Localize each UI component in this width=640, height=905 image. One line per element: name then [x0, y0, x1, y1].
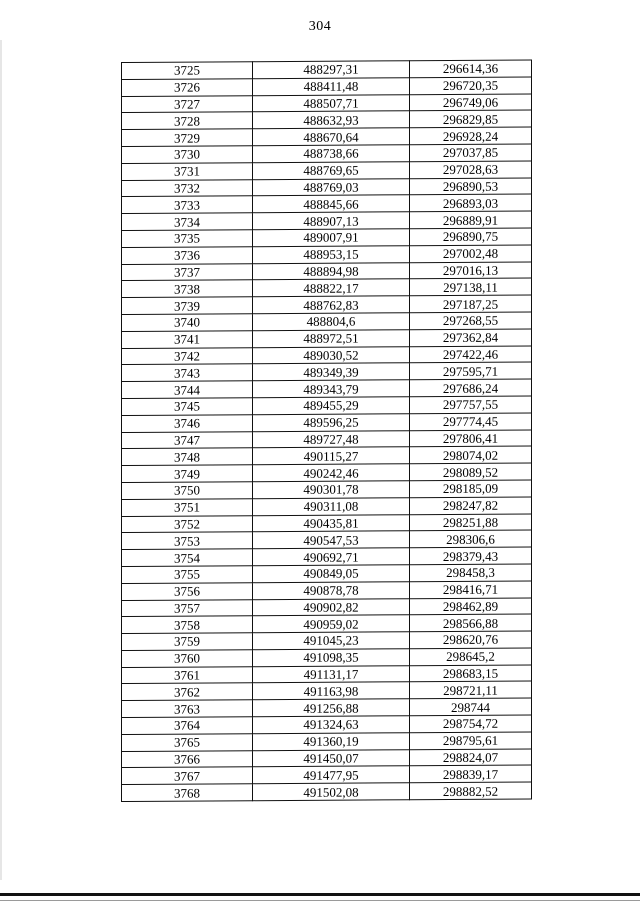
point-number-cell: 3764 — [122, 717, 253, 735]
coordinates-table-wrapper — [121, 59, 532, 802]
table-row — [122, 782, 532, 801]
x-coordinate-cell: 489349,39 — [253, 363, 410, 381]
point-number-cell: 3741 — [122, 330, 253, 348]
y-coordinate-cell: 298247,82 — [410, 497, 532, 515]
x-coordinate-cell: 491045,23 — [253, 632, 410, 650]
point-number-cell: 3729 — [122, 129, 253, 147]
point-number-cell: 3754 — [122, 549, 253, 567]
point-number-cell: 3728 — [122, 112, 253, 130]
y-coordinate-cell: 298458,3 — [410, 564, 532, 582]
point-number-cell: 3760 — [122, 650, 253, 668]
point-number-cell: 3768 — [122, 784, 253, 802]
y-coordinate-cell: 298620,76 — [410, 631, 532, 649]
x-coordinate-cell: 490849,05 — [253, 565, 410, 583]
x-coordinate-cell: 490692,71 — [253, 548, 410, 566]
x-coordinate-cell: 488297,31 — [253, 61, 410, 79]
y-coordinate-cell: 298645,2 — [410, 648, 532, 666]
y-coordinate-cell: 297806,41 — [410, 430, 532, 448]
y-coordinate-cell: 296893,03 — [410, 194, 532, 212]
y-coordinate-cell: 296749,06 — [410, 94, 532, 112]
x-coordinate-cell: 490242,46 — [253, 464, 410, 482]
point-number-cell: 3762 — [122, 683, 253, 701]
point-number-cell: 3763 — [122, 700, 253, 718]
point-number-cell: 3745 — [122, 398, 253, 416]
x-coordinate-cell: 488632,93 — [253, 111, 410, 129]
y-coordinate-cell: 297138,11 — [410, 278, 532, 296]
x-coordinate-cell: 491502,08 — [253, 783, 410, 801]
x-coordinate-cell: 488670,64 — [253, 128, 410, 146]
x-coordinate-cell: 488972,51 — [253, 329, 410, 347]
x-coordinate-cell: 488953,15 — [253, 246, 410, 264]
point-number-cell: 3767 — [122, 767, 253, 785]
point-number-cell: 3734 — [122, 213, 253, 231]
y-coordinate-cell: 296890,75 — [410, 228, 532, 246]
point-number-cell: 3739 — [122, 297, 253, 315]
point-number-cell: 3744 — [122, 381, 253, 399]
point-number-cell: 3753 — [122, 532, 253, 550]
x-coordinate-cell: 490115,27 — [253, 447, 410, 465]
x-coordinate-cell: 490301,78 — [253, 481, 410, 499]
y-coordinate-cell: 298744 — [410, 698, 532, 716]
x-coordinate-cell: 491256,88 — [253, 699, 410, 717]
y-coordinate-cell: 298721,11 — [410, 681, 532, 699]
y-coordinate-cell: 298185,09 — [410, 480, 532, 498]
x-coordinate-cell: 488894,98 — [253, 262, 410, 280]
y-coordinate-cell: 297757,55 — [410, 396, 532, 414]
x-coordinate-cell: 491477,95 — [253, 766, 410, 784]
y-coordinate-cell: 298839,17 — [410, 765, 532, 783]
point-number-cell: 3758 — [122, 616, 253, 634]
x-coordinate-cell: 491098,35 — [253, 649, 410, 667]
y-coordinate-cell: 296720,35 — [410, 77, 532, 95]
point-number-cell: 3747 — [122, 431, 253, 449]
point-number-cell: 3759 — [122, 633, 253, 651]
y-coordinate-cell: 298795,61 — [410, 732, 532, 750]
x-coordinate-cell: 488804,6 — [253, 313, 410, 331]
point-number-cell: 3755 — [122, 566, 253, 584]
x-coordinate-cell: 491450,07 — [253, 749, 410, 767]
x-coordinate-cell: 489596,25 — [253, 413, 410, 431]
y-coordinate-cell: 298089,52 — [410, 463, 532, 481]
y-coordinate-cell: 297037,85 — [410, 144, 532, 162]
x-coordinate-cell: 488507,71 — [253, 94, 410, 112]
y-coordinate-cell: 296928,24 — [410, 127, 532, 145]
y-coordinate-cell: 297774,45 — [410, 413, 532, 431]
point-number-cell: 3742 — [122, 347, 253, 365]
point-number-cell: 3732 — [122, 179, 253, 197]
y-coordinate-cell: 298683,15 — [410, 665, 532, 683]
y-coordinate-cell: 298566,88 — [410, 614, 532, 632]
x-coordinate-cell: 489727,48 — [253, 430, 410, 448]
x-coordinate-cell: 490547,53 — [253, 531, 410, 549]
x-coordinate-cell: 488411,48 — [253, 78, 410, 96]
point-number-cell: 3765 — [122, 734, 253, 752]
coordinates-table-body — [122, 60, 532, 802]
point-number-cell: 3740 — [122, 314, 253, 332]
point-number-cell: 3751 — [122, 498, 253, 516]
x-coordinate-cell: 488907,13 — [253, 212, 410, 230]
y-coordinate-cell: 296614,36 — [410, 60, 532, 78]
x-coordinate-cell: 490959,02 — [253, 615, 410, 633]
point-number-cell: 3738 — [122, 280, 253, 298]
point-number-cell: 3748 — [122, 448, 253, 466]
x-coordinate-cell: 489007,91 — [253, 229, 410, 247]
y-coordinate-cell: 298754,72 — [410, 715, 532, 733]
point-number-cell: 3735 — [122, 230, 253, 248]
x-coordinate-cell: 488762,83 — [253, 296, 410, 314]
y-coordinate-cell: 296829,85 — [410, 110, 532, 128]
y-coordinate-cell: 298416,71 — [410, 581, 532, 599]
y-coordinate-cell: 298379,43 — [410, 547, 532, 565]
y-coordinate-cell: 297268,55 — [410, 312, 532, 330]
y-coordinate-cell: 297187,25 — [410, 295, 532, 313]
x-coordinate-cell: 491360,19 — [253, 733, 410, 751]
x-coordinate-cell: 490435,81 — [253, 514, 410, 532]
point-number-cell: 3731 — [122, 162, 253, 180]
x-coordinate-cell: 488845,66 — [253, 195, 410, 213]
coordinates-table — [121, 59, 532, 802]
point-number-cell: 3761 — [122, 666, 253, 684]
y-coordinate-cell: 297362,84 — [410, 329, 532, 347]
point-number-cell: 3746 — [122, 414, 253, 432]
x-coordinate-cell: 491324,63 — [253, 716, 410, 734]
scan-edge-shadow — [0, 40, 2, 880]
x-coordinate-cell: 488769,65 — [253, 162, 410, 180]
point-number-cell: 3737 — [122, 263, 253, 281]
x-coordinate-cell: 488738,66 — [253, 145, 410, 163]
y-coordinate-cell: 297595,71 — [410, 362, 532, 380]
point-number-cell: 3733 — [122, 196, 253, 214]
y-coordinate-cell: 298824,07 — [410, 749, 532, 767]
bottom-page-rule — [0, 893, 640, 896]
x-coordinate-cell: 489343,79 — [253, 380, 410, 398]
bottom-page-edge — [0, 900, 640, 901]
x-coordinate-cell: 490311,08 — [253, 497, 410, 515]
y-coordinate-cell: 298306,6 — [410, 530, 532, 548]
point-number-cell: 3750 — [122, 482, 253, 500]
y-coordinate-cell: 298251,88 — [410, 514, 532, 532]
point-number-cell: 3726 — [122, 78, 253, 96]
point-number-cell: 3730 — [122, 146, 253, 164]
y-coordinate-cell: 297686,24 — [410, 379, 532, 397]
x-coordinate-cell: 489030,52 — [253, 346, 410, 364]
y-coordinate-cell: 296889,91 — [410, 211, 532, 229]
x-coordinate-cell: 489455,29 — [253, 397, 410, 415]
y-coordinate-cell: 298462,89 — [410, 597, 532, 615]
y-coordinate-cell: 297028,63 — [410, 161, 532, 179]
point-number-cell: 3727 — [122, 95, 253, 113]
x-coordinate-cell: 491163,98 — [253, 682, 410, 700]
x-coordinate-cell: 488822,17 — [253, 279, 410, 297]
point-number-cell: 3743 — [122, 364, 253, 382]
y-coordinate-cell: 297422,46 — [410, 346, 532, 364]
y-coordinate-cell: 296890,53 — [410, 178, 532, 196]
y-coordinate-cell: 298074,02 — [410, 446, 532, 464]
y-coordinate-cell: 297016,13 — [410, 262, 532, 280]
point-number-cell: 3736 — [122, 246, 253, 264]
x-coordinate-cell: 491131,17 — [253, 665, 410, 683]
point-number-cell: 3766 — [122, 750, 253, 768]
x-coordinate-cell: 490902,82 — [253, 598, 410, 616]
point-number-cell: 3757 — [122, 599, 253, 617]
x-coordinate-cell: 488769,03 — [253, 178, 410, 196]
page-number: 304 — [308, 19, 332, 34]
x-coordinate-cell: 490878,78 — [253, 581, 410, 599]
point-number-cell: 3752 — [122, 515, 253, 533]
y-coordinate-cell: 297002,48 — [410, 245, 532, 263]
point-number-cell: 3749 — [122, 465, 253, 483]
point-number-cell: 3756 — [122, 582, 253, 600]
point-number-cell: 3725 — [122, 62, 253, 80]
y-coordinate-cell: 298882,52 — [410, 782, 532, 800]
